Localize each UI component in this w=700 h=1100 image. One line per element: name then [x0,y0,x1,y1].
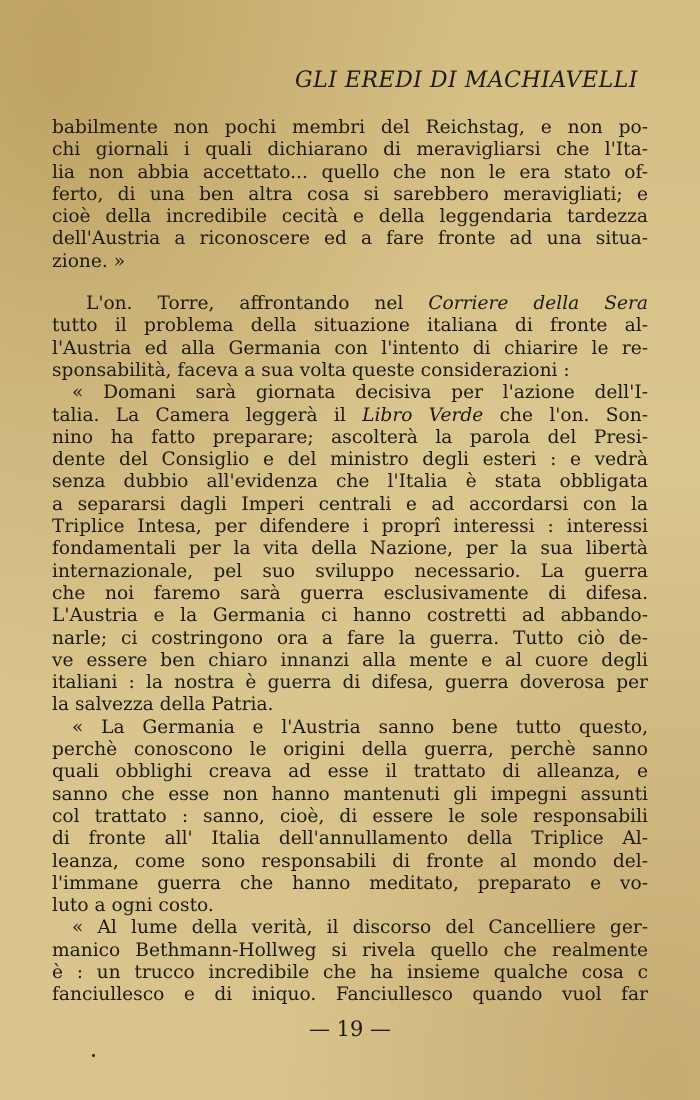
paper-speck [92,1054,95,1057]
text-line: tutto il problema della situazione italiana di fronte al- [52,315,648,337]
text-line: l'immane guerra che hanno meditato, preparato e vo- [52,872,648,894]
text-line: talia. La Camera leggerà il Libro Verde che l'on. Son- [52,404,648,426]
body-text [52,117,648,1007]
text-line: « Al lume della verità, il discorso del Cancelliere ger- [72,917,648,939]
text-line: l'Austria ed alla Germania con l'intento di chiarire le re- [52,337,648,359]
page-number: — 19 — [308,1017,392,1041]
running-head: GLI EREDI DI MACHIAVELLI [295,68,638,93]
text-line: « Domani sarà giornata decisiva per l'azione dell'I- [72,382,648,404]
text-line: sponsabilità, faceva a sua volta queste considerazioni : [52,359,570,381]
text-line: quali obblighi creava ad esse il trattato di alleanza, e [52,761,648,783]
text-line: nino ha fatto preparare; ascolterà la parola del Presi- [52,426,648,448]
text-line: dente del Consiglio e del ministro degli esteri : e vedrà [52,449,648,471]
text-line: babilmente non pochi membri del Reichstag, e non po- [52,117,648,138]
text-line: L'Austria e la Germania ci hanno costretti ad abbando- [52,605,648,627]
text-line: è : un trucco incredibile che ha insieme qualche cosa c [52,961,648,983]
text-line: zione. » [52,250,126,272]
text-line: fondamentali per la vita della Nazione, per la sua libertà [52,538,648,560]
text-line: a separarsi dagli Imperi centrali e ad accordarsi con la [52,493,648,515]
text-line: senza dubbio all'evidenza che l'Italia è stata obbligata [52,471,648,493]
text-line: Triplice Intesa, per difendere i proprî interessi : interessi [52,516,648,538]
text-line: leanza, come sono responsabili di fronte al mondo del- [52,850,648,872]
text-line: manico Bethmann-Hollweg si rivela quello che realmente [52,939,648,961]
text-line: internazionale, pel suo sviluppo necessario. La guerra [52,560,648,582]
text-line: cioè della incredibile cecità e della leggendaria tardezza [52,206,648,228]
text-line: « La Germania e l'Austria sanno bene tutto questo, [72,716,648,738]
text-line: la salvezza della Patria. [52,694,274,716]
text-line: chi giornali i quali dichiarano di meravigliarsi che l'Ita- [52,139,648,161]
text-line: dell'Austria a riconoscere ed a fare fronte ad una situa- [52,228,648,250]
text-line: sanno che esse non hanno mantenuti gli impegni assunti [52,783,648,805]
text-line: italiani : la nostra è guerra di difesa, guerra doverosa per [52,672,648,694]
text-line: ve essere ben chiaro innanzi alla mente e al cuore degli [52,649,648,671]
text-line: lia non abbia accettato... quello che non le era stato of- [52,161,648,183]
text-line: luto a ogni costo. [52,895,214,917]
text-line: che noi faremo sarà guerra esclusivamente di difesa. [52,582,648,604]
text-line: perchè conoscono le origini della guerra, perchè sanno [52,739,648,761]
text-line: ferto, di una ben altra cosa si sarebbero meravigliati; e [52,183,648,205]
text-line: di fronte all' Italia dell'annullamento della Triplice Al- [52,828,648,850]
text-line: L'on. Torre, affrontando nel Corriere della Sera [86,293,648,315]
text-line: col trattato : sanno, cioè, di essere le sole responsabili [52,805,648,827]
text-line: narle; ci costringono ora a fare la guerra. Tutto ciò de- [52,627,648,649]
text-line: fanciullesco e di iniquo. Fanciullesco quando vuol far [52,984,648,1006]
